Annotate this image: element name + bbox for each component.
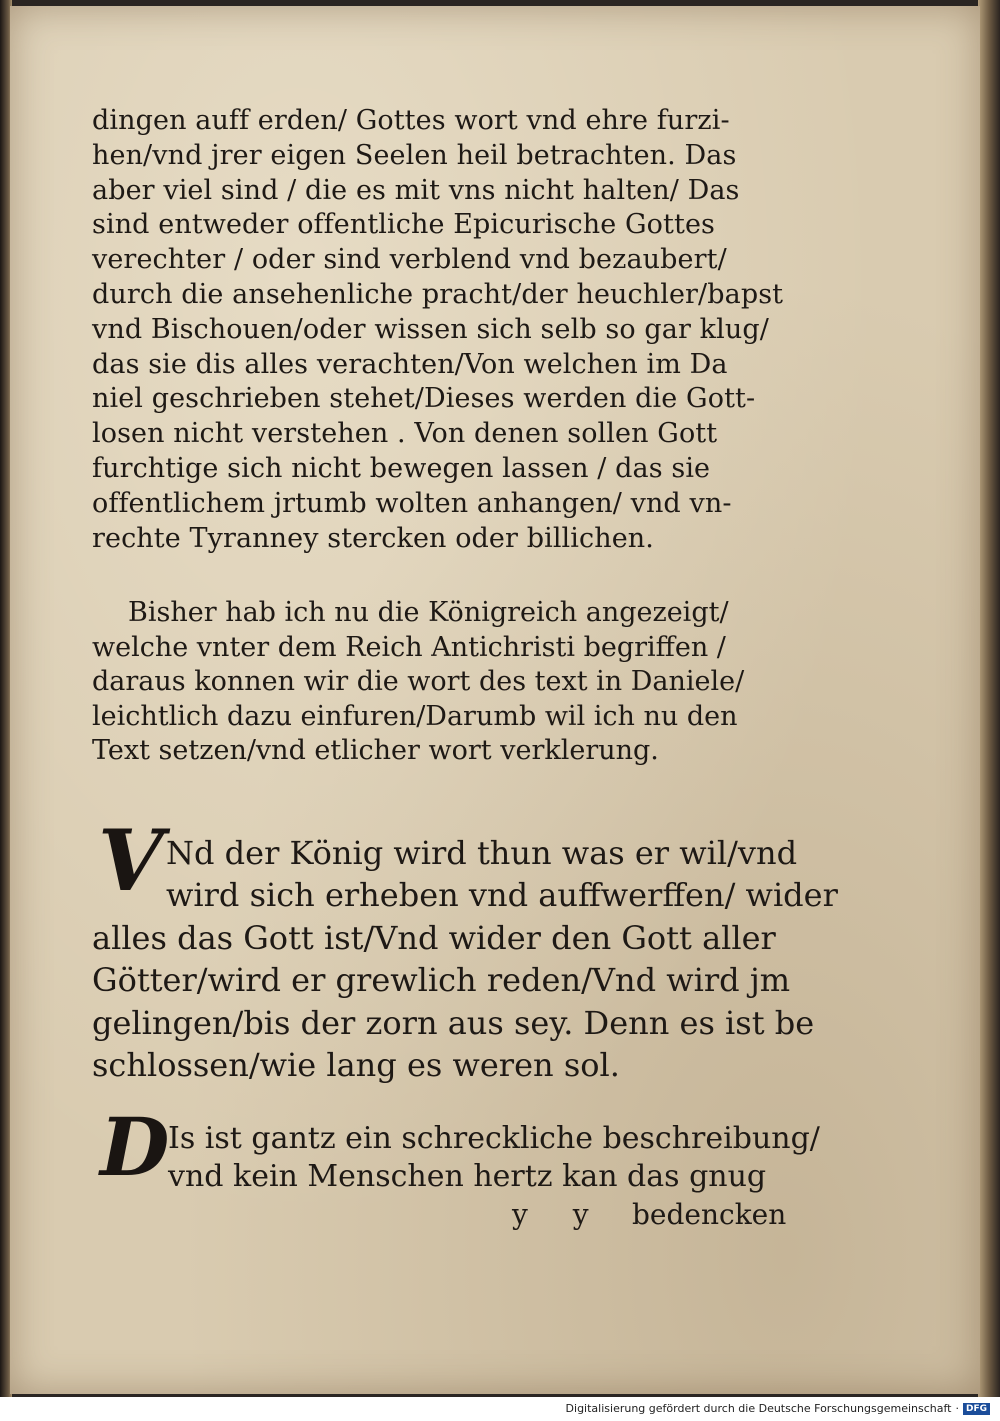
text-line: gelingen/bis der zorn aus sey. Denn es ist be <box>92 1003 815 1042</box>
text-line: losen nicht verstehen . Von denen sollen Gott <box>92 418 718 450</box>
text-line: Is ist gantz ein schreckliche beschreibung/ <box>168 1121 820 1156</box>
text-line: alles das Gott ist/Vnd wider den Gott aller <box>92 918 776 957</box>
text-line: Götter/wird er grewlich reden/Vnd wird jm <box>92 961 791 1000</box>
digitization-credit <box>566 1402 990 1415</box>
text-line: Bisher hab ich nu die Königreich angezeigt/ <box>128 597 729 628</box>
dfg-logo-icon: DFG <box>963 1403 990 1415</box>
text-line: dingen auff erden/ Gottes wort vnd ehre furzi- <box>92 105 730 136</box>
text-line: vnd Bischouen/oder wissen sich selb so gar klug/ <box>92 313 769 345</box>
text-line: furchtige sich nicht bewegen lassen / das sie <box>92 452 711 484</box>
text-line: Nd der König wird thun was er wil/vnd <box>166 834 798 872</box>
catchword: bedencken <box>632 1198 787 1231</box>
text-line: offentlichem jrtumb wolten anhangen/ vnd vn- <box>92 487 732 519</box>
credit-text: Digitalisierung gefördert durch die Deutsche Forschungsgemeinschaft <box>565 1402 952 1415</box>
text-line: schlossen/wie lang es weren sol. <box>92 1046 620 1085</box>
text-line: sind entweder offentliche Epicurische Gottes <box>92 209 715 241</box>
text-line: aber viel sind / die es mit vns nicht halten/ Das <box>92 174 740 206</box>
separator-dot: · <box>955 1402 959 1415</box>
text-line: welche vnter dem Reich Antichristi begriffen / <box>92 631 726 663</box>
book-edge-right <box>978 0 1000 1397</box>
paragraph-2 <box>92 596 744 769</box>
text-line: wird sich erheben vnd auffwerffen/ wider <box>166 876 838 915</box>
text-line: durch die ansehenliche pracht/der heuchler/bapst <box>92 278 784 310</box>
text-line: verechter / oder sind verblend vnd bezaubert/ <box>92 244 727 276</box>
scripture-quote-paragraph <box>92 832 838 1086</box>
text-line: niel geschrieben stehet/Dieses werden die Gott- <box>92 383 756 415</box>
text-line: Text setzen/vnd etlicher wort verklerung. <box>92 735 659 766</box>
book-page <box>10 6 980 1394</box>
text-line: rechte Tyranney stercken oder billichen. <box>92 522 654 554</box>
decorated-initial-d: D <box>100 1100 170 1194</box>
decorated-initial-v: V <box>98 811 164 910</box>
paragraph-1 <box>92 104 783 556</box>
text-line: vnd kein Menschen hertz kan das gnug <box>168 1159 767 1194</box>
paragraph-4 <box>92 1120 820 1196</box>
signature-mark: y y <box>512 1198 607 1231</box>
text-line: daraus konnen wir die wort des text in Daniele/ <box>92 666 745 697</box>
text-line: leichtlich dazu einfuren/Darumb wil ich nu den <box>92 700 738 732</box>
text-line: das sie dis alles verachten/Von welchen im Da <box>92 348 728 380</box>
text-line: hen/vnd jrer eigen Seelen heil betrachten. Das <box>92 139 737 171</box>
